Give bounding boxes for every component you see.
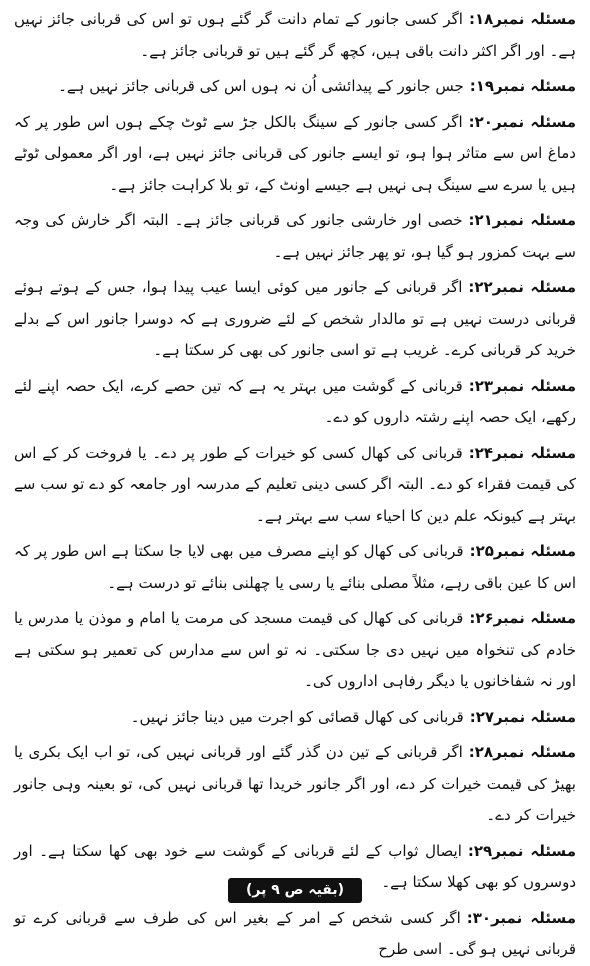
masala-label: مسئلہ نمبر۳۰: <box>466 908 576 927</box>
masala-text: اگر کسی جانور کے تمام دانت گر گئے ہوں تو اس کی قربانی جائز نہیں ہے۔ اور اگر اکثر دانت باقی ہیں، کچھ گر گئے ہیں تو قربانی جائز ہے۔ <box>14 10 576 60</box>
masala-22 <box>14 272 576 367</box>
masala-text: قربانی کے گوشت میں بہتر یہ ہے کہ تین حصے کرے، ایک حصہ اپنے لئے رکھے، ایک حصہ اپنے رشتہ داروں کو دے۔ <box>14 376 576 426</box>
masala-label: مسئلہ نمبر۲۰: <box>468 112 577 131</box>
masala-text: ایصال ثواب کے لئے قربانی کے گوشت سے خود بھی کھا سکتا ہے۔ اور دوسروں کو بھی کھلا سکتا ہے۔ <box>14 841 576 891</box>
continuation-label: (بقیہ ص ۹ پر) <box>228 878 362 903</box>
masala-19 <box>14 71 576 103</box>
masala-label: مسئلہ نمبر۲۳: <box>468 376 577 395</box>
masala-text: قربانی کی کھال کسی کو خیرات کے طور پر دے۔ یا فروخت کر کے اس کی قیمت فقراء کو دے۔ البتہ اگر کسی دینی تعلیم کے مدرسہ اور جامعہ کو دے تو سب سے بہتر ہے کیونکہ علم دین کا احیاء سب سے بہتر ہے۔ <box>14 443 576 525</box>
masala-18 <box>14 4 576 67</box>
masala-text: اگر کسی شخص کے امر کے بغیر اس کی طرف سے قربانی کرے تو قربانی نہیں ہو گی۔ اسی طرح <box>14 908 576 958</box>
masala-23 <box>14 371 576 434</box>
masala-text: قربانی کی کھال کی قیمت مسجد کی مرمت یا امام و موذن یا مدرس یا خادم کی تنخواہ میں نہیں دی جا سکتی۔ نہ تو اس سے مدارس کی تعمیر ہو سکتی ہے اور نہ شفاخانوں یا دیگر رفاہی اداروں کی۔ <box>14 609 576 690</box>
masala-28 <box>14 737 576 832</box>
masala-label: مسئلہ نمبر۲۲: <box>468 278 577 296</box>
masala-label: مسئلہ نمبر۱۸: <box>468 10 576 28</box>
masala-25 <box>14 536 576 599</box>
masala-text: اگر قربانی کے جانور میں کوئی ایسا عیب پیدا ہوا، جس کے ہوتے ہوئے قربانی درست نہیں ہے تو مالدار شخص کے لئے ضروری ہے کہ دوسرا جانور اس کے بدلے خرید کر قربانی کرے۔ غریب ہے تو اسی جانور کی بھی کر سکتا ہے۔ <box>14 278 576 359</box>
masala-27 <box>14 702 576 734</box>
masala-text: اگر کسی جانور کے سینگ بالکل جڑ سے ٹوٹ چکے ہوں اس طور پر کہ دماغ اس سے متاثر ہوا ہو، تو ایسے جانور کی قربانی جائز نہیں ہے، اور اگر معمولی ٹوٹے ہیں یا سرے سے سینگ ہی نہیں ہے جیسے اونٹ کے، تو بلا کراہت جائز ہے۔ <box>14 112 576 194</box>
masala-text: خصی اور خارشی جانور کی قربانی جائز ہے۔ البتہ اگر خارش کی وجہ سے بہت کمزور ہو گیا ہو، تو پھر جائز نہیں ہے۔ <box>14 211 576 261</box>
masala-26 <box>14 603 576 698</box>
masala-20 <box>14 107 576 202</box>
masala-text: قربانی کی کھال قصائی کو اجرت میں دینا جائز نہیں۔ <box>130 707 464 726</box>
masala-label: مسئلہ نمبر۲۱: <box>468 211 576 229</box>
masala-label: مسئلہ نمبر۱۹: <box>469 77 576 95</box>
masala-text: جس جانور کے پیدائشی اُن نہ ہوں اس کی قربانی جائز نہیں ہے۔ <box>58 77 464 95</box>
masala-21 <box>14 205 576 268</box>
masala-label: مسئلہ نمبر۲۸: <box>468 743 576 761</box>
masala-text: قربانی کی کھال کو اپنے مصرف میں بھی لایا جا سکتا ہے اس طور پر کہ اس کا عین باقی رہے، مثلاً مصلی بنائے یا رسی یا چھلنی بنائے تو درست ہے۔ <box>14 542 576 592</box>
page-footer <box>0 878 590 903</box>
masala-label: مسئلہ نمبر۲۴: <box>468 443 577 462</box>
masala-label: مسئلہ نمبر۲۵: <box>469 542 576 560</box>
masala-text: اگر قربانی کے تین دن گذر گئے اور قربانی نہیں کی، تو اب ایک بکری یا بھیڑ کی قیمت خیرات کر دے، اور اگر جانور خریدا تھا قربانی نہیں کی، تو بعینہ وہی جانور خیرات کر دے۔ <box>14 743 576 824</box>
masala-label: مسئلہ نمبر۲۹: <box>467 841 576 860</box>
masala-24 <box>14 438 576 533</box>
masala-30 <box>14 903 576 966</box>
masala-label: مسئلہ نمبر۲۶: <box>469 609 577 627</box>
masala-label: مسئلہ نمبر۲۷: <box>469 707 576 726</box>
